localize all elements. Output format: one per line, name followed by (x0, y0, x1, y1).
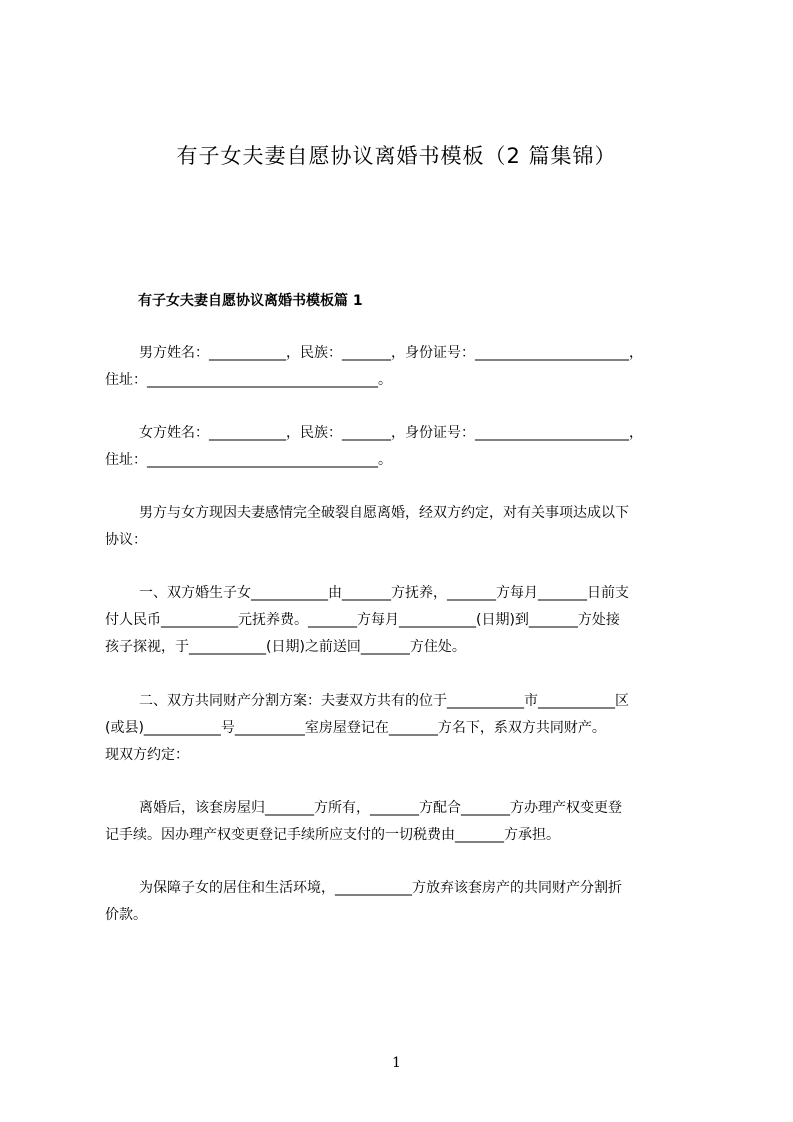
paragraph-line: 住址：_________________________________。 (105, 372, 392, 388)
page-number: 1 (392, 1055, 401, 1071)
paragraph-line: 二、双方共同财产分割方案：夫妻双方共有的位于___________市___________区 (139, 693, 629, 709)
paragraph-line: 男方姓名：___________，民族：_______，身份证号：______________________， (139, 345, 643, 361)
paragraph-line: 记手续。因办理产权变更登记手续所应支付的一切税费由_______方承担。 (105, 827, 560, 843)
paragraph-line: (或县)___________号__________室房屋登记在_______方名下，系双方共同财产。 (105, 720, 606, 736)
paragraph-line: 付人民币___________元抚养费。_______方每月___________(日期)到_______方处接 (105, 612, 620, 628)
child-residence-paragraph (105, 875, 700, 929)
house-ownership-paragraph (105, 795, 700, 849)
female-party-info-paragraph (105, 420, 700, 474)
paragraph-line: 住址：_________________________________。 (105, 452, 392, 468)
paragraph-line: 协议： (105, 532, 147, 548)
paragraph-line: 孩子探视，于___________(日期)之前送回_______方住处。 (105, 639, 466, 655)
paragraph-line: 一、双方婚生子女___________由_______方抚养，_______方每月_______日前支 (139, 585, 629, 601)
property-division-paragraph (105, 688, 700, 769)
section-heading: 有子女夫妻自愿协议离婚书模板篇 1 (138, 293, 363, 309)
paragraph-line: 现双方约定： (105, 747, 189, 763)
document-title: 有子女夫妻自愿协议离婚书模板（2 篇集锦） (176, 144, 617, 168)
child-custody-paragraph (105, 580, 700, 661)
paragraph-line: 女方姓名：___________，民族：_______，身份证号：______________________， (139, 425, 643, 441)
paragraph-line: 价款。 (105, 907, 147, 923)
paragraph-line: 为保障子女的居住和生活环境，___________方放弃该套房产的共同财产分割折 (139, 880, 622, 896)
paragraph-line: 男方与女方现因夫妻感情完全破裂自愿离婚，经双方约定，对有关事项达成以下 (139, 505, 629, 521)
agreement-intro-paragraph (105, 500, 700, 554)
male-party-info-paragraph (105, 340, 700, 394)
paragraph-line: 离婚后，该套房屋归_______方所有，_______方配合_______方办理产权变更登 (139, 800, 622, 816)
